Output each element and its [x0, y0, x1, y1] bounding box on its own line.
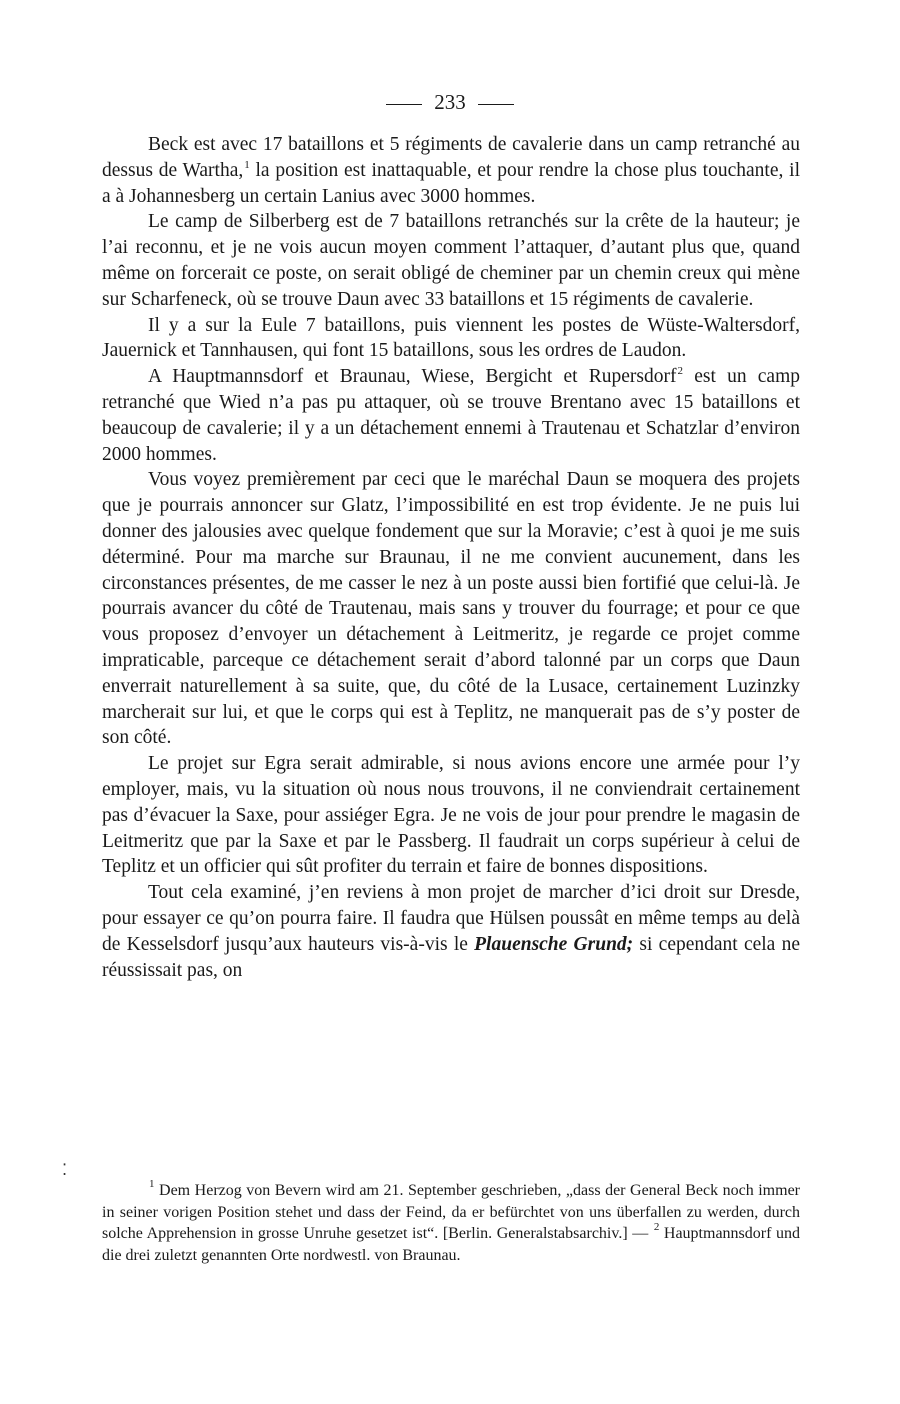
header-rule-right [478, 104, 514, 105]
text-segment: Dem Herzog von Bevern wird am 21. September geschrieben, „dass der General Beck noch immer in seiner vorigen Position stehet und dass der Feind, da er befürchtet von uns überfallen zu werden, durch solche Apprehension in grosse Unruhe gesetzet ist“. [Berlin. Generalstabsarchiv.] — [102, 1182, 800, 1242]
text-segment: Le projet sur Egra serait admirable, si nous avions encore une armée pour l’y employer, mais, vu la situation où nous nous trouvons, il ne conviendrait certainement pas d’évacuer la Saxe, pour assiéger Egra. Je ne vois de jour pour prendre le magasin de Leitmeritz que par la Saxe et par le Passberg. Il faudrait un corps supérieur à celui de Teplitz et un officier qui sût profiter du terrain et faire de bonnes dispositions. [102, 753, 800, 878]
paragraph [102, 132, 800, 209]
paragraph [102, 467, 800, 751]
text-segment: Le camp de Silberberg est de 7 bataillons retranchés sur la crête de la hauteur; je l’ai reconnu, et je ne vois aucun moyen comment l’attaquer, d’autant plus que, quand même on forcerait ce poste, on serait obligé de cheminer par un chemin creux qui mène sur Scharfeneck, où se trouve Daun avec 33 bataillons et 15 régiments de cavalerie. [102, 211, 800, 310]
footnote-marker: 2 [653, 1221, 660, 1233]
text-segment: Beck est avec 17 bataillons et 5 régiments de cavalerie dans un camp retranché au dessus de Wartha, [102, 134, 800, 181]
text-segment: si cependant cela ne réussissait pas, on [102, 933, 800, 981]
paragraph [102, 313, 800, 365]
text-segment: est un camp retranché que Wied n’a pas pu attaquer, où se trouve Brentano avec 15 bataillons et beaucoup de cavalerie; il y a un détachement ennemi à Trautenau et Schatzlar d’environ 2000 hommes. [102, 366, 800, 465]
text-segment: Vous voyez premièrement par ceci que le maréchal Daun se moquera des projets que je pourrais annoncer sur Glatz, l’impossibilité en est trop évidente. Je ne puis lui donner des jalousies avec quelque fondement que sur la Moravie; c’est à quoi je me suis déterminé. Pour ma marche sur Braunau, il ne me convient aucunement, dans les circonstances présentes, de me casser le nez à un poste aussi bien fortifié que celui-là. Je pourrais avancer du côté de Trautenau, mais sans y trouver du fourrage; et pour ce que vous proposez d’envoyer un détachement à Leitmeritz, je regarde ce projet comme impraticable, parceque ce détachement serait d’abord talonné par un corps que Daun enverrait naturellement à sa suite, que, du côté de la Lusace, certainement Luzinzky marcherait sur lui, et que le corps qui est à Teplitz, ne manquerait pas de s’y poster de son côté. [102, 469, 800, 749]
text-segment: A Hauptmannsdorf et Braunau, Wiese, Bergicht et Rupersdorf [148, 366, 677, 388]
text-segment: la position est inattaquable, et pour rendre la chose plus touchante, il a à Johannesberg un certain Lanius avec 3000 hommes. [102, 159, 800, 207]
text-segment: Hauptmannsdorf und die drei zuletzt genannten Orte nordwestl. von Braunau. [102, 1225, 800, 1264]
footnote-marker: 2 [677, 365, 684, 378]
footnotes [102, 1180, 800, 1266]
paragraph [102, 209, 800, 312]
page-number: 233 [434, 90, 466, 114]
emphasized-text: Plauensche Grund; [474, 933, 634, 955]
header-rule-left [386, 104, 422, 105]
margin-mark: ⁚ [62, 1162, 68, 1179]
text-segment: Il y a sur la Eule 7 bataillons, puis viennent les postes de Wüste-Waltersdorf, Jauernick et Tannhausen, qui font 15 bataillons, sous les ordres de Laudon. [102, 314, 800, 362]
page-header [0, 88, 900, 116]
paragraph [102, 364, 800, 467]
text-segment: Tout cela examiné, j’en reviens à mon projet de marcher d’ici droit sur Dresde, pour essayer ce qu’on pourra faire. Il faudra que Hülsen poussât en même temps au delà de Kesselsdorf jusqu’aux hauteurs vis-à-vis le [102, 882, 800, 955]
paragraph [102, 880, 800, 983]
footnote-marker: 1 [149, 1178, 155, 1190]
footnote-marker: 1 [244, 158, 250, 171]
paragraph [102, 751, 800, 880]
footnote [102, 1180, 800, 1266]
main-text [102, 132, 800, 983]
